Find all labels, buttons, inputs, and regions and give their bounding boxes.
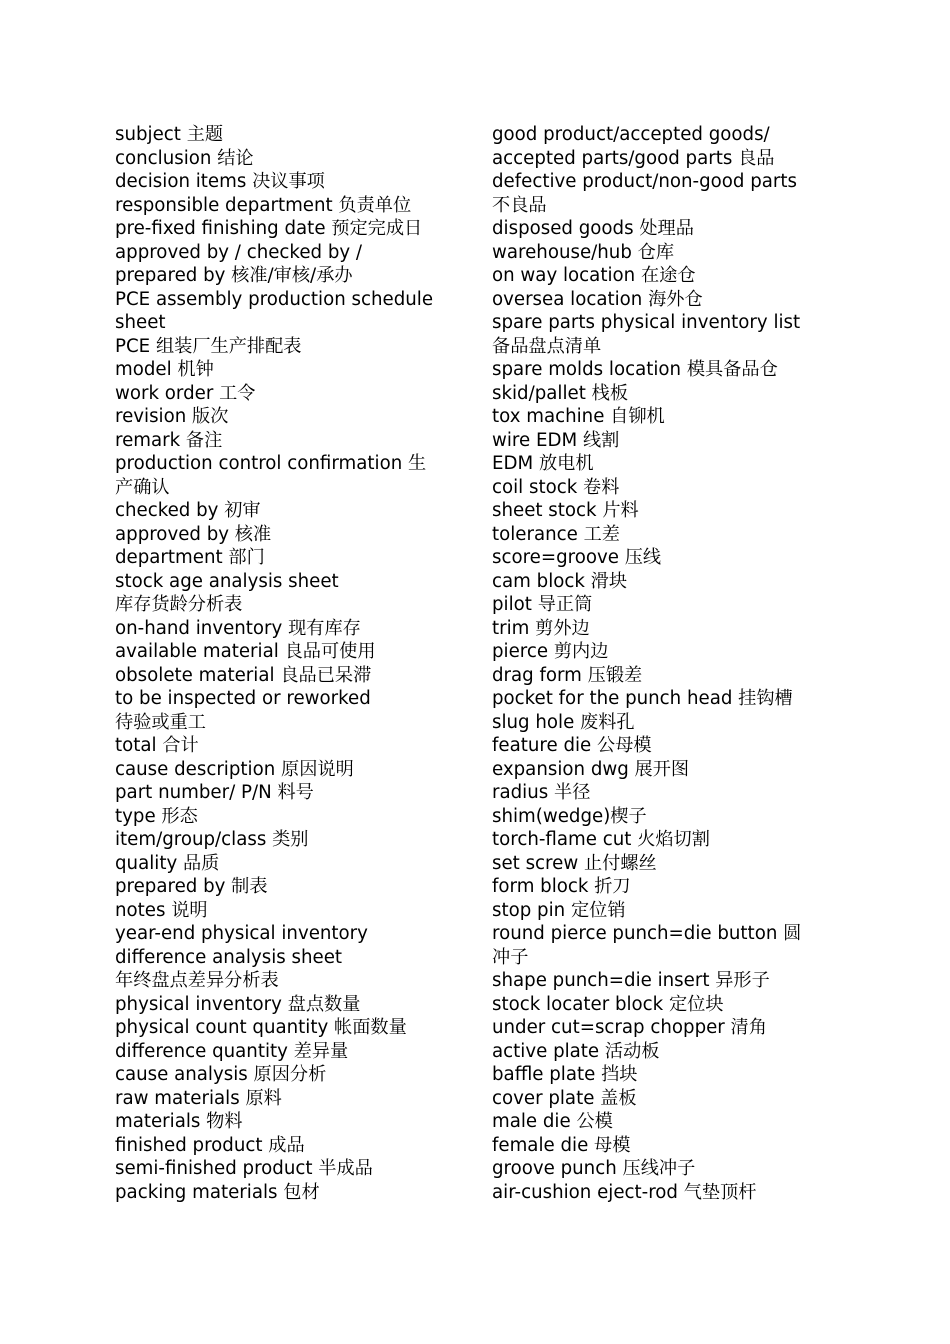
- glossary-entry: decision items 决议事项: [115, 171, 325, 192]
- glossary-entry: pierce 剪内边: [492, 641, 609, 662]
- glossary-entry: cause analysis 原因分析: [115, 1064, 327, 1085]
- glossary-entry: raw materials 原料: [115, 1087, 282, 1109]
- glossary-entry: form block 折刀: [492, 876, 631, 897]
- glossary-entry: set screw 止付螺丝: [492, 852, 657, 874]
- glossary-entry: conclusion 结论: [115, 147, 254, 169]
- glossary-entry: torch-flame cut 火焰切割: [492, 829, 710, 850]
- glossary-entry: available material 良品可使用: [115, 641, 376, 662]
- glossary-entry: obsolete material 良品已呆滞: [115, 664, 372, 686]
- glossary-entry: finished product 成品: [115, 1134, 305, 1156]
- glossary-entry: to be inspected or reworked 待验或重工: [115, 688, 371, 733]
- glossary-entry: department 部门: [115, 547, 265, 568]
- glossary-entry: total 合计: [115, 735, 199, 756]
- glossary-entry: notes 说明: [115, 899, 208, 921]
- glossary-entry: defective product/non-good parts 不良品: [492, 171, 797, 216]
- glossary-entry: feature die 公母模: [492, 735, 652, 756]
- glossary-entry: coil stock 卷料: [492, 476, 620, 498]
- glossary-entry: EDM 放电机: [492, 453, 594, 474]
- glossary-entry: on-hand inventory 现有库存: [115, 617, 361, 639]
- glossary-entry: warehouse/hub 仓库: [492, 241, 675, 263]
- glossary-entry: wire EDM 线割: [492, 429, 620, 451]
- glossary-entry: stop pin 定位销: [492, 899, 626, 921]
- glossary-entry: baffle plate 挡块: [492, 1064, 638, 1085]
- glossary-entry: groove punch 压线冲子: [492, 1158, 696, 1179]
- glossary-entry: spare parts physical inventory list 备品盘点清单: [492, 312, 801, 357]
- right-glossary-column: [492, 123, 832, 1204]
- glossary-entry: good product/accepted goods/ accepted parts/good parts 良品: [492, 124, 775, 169]
- glossary-entry: spare molds location 模具备品仓: [492, 359, 778, 380]
- glossary-entry: round pierce punch=die button 圆 冲子: [492, 923, 802, 968]
- glossary-entry: radius 半径: [492, 782, 591, 803]
- glossary-entry: work order 工令: [115, 382, 256, 404]
- glossary-entry: physical inventory 盘点数量: [115, 993, 361, 1015]
- glossary-entry: type 形态: [115, 805, 198, 827]
- left-glossary-column: [115, 123, 465, 1204]
- glossary-entry: pocket for the punch head 挂钩槽: [492, 688, 793, 709]
- glossary-entry: materials 物料: [115, 1111, 243, 1132]
- glossary-entry: packing materials 包材: [115, 1181, 320, 1203]
- glossary-entry: shape punch=die insert 异形子: [492, 970, 770, 991]
- glossary-entry: shim(wedge)楔子: [492, 805, 647, 827]
- glossary-entry: pre-fixed finishing date 预定完成日: [115, 218, 423, 239]
- glossary-entry: subject 主题: [115, 124, 224, 145]
- glossary-entry: drag form 压锻差: [492, 664, 643, 686]
- glossary-entry: skid/pallet 栈板: [492, 382, 629, 404]
- glossary-entry: expansion dwg 展开图: [492, 758, 690, 780]
- glossary-entry: sheet stock 片料: [492, 500, 639, 521]
- glossary-entry: female die 母模: [492, 1134, 631, 1156]
- glossary-entry: stock age analysis sheet 库存货龄分析表: [115, 570, 339, 615]
- glossary-entry: prepared by 制表: [115, 876, 268, 897]
- glossary-entry: model 机钟: [115, 359, 214, 380]
- glossary-entry: disposed goods 处理品: [492, 218, 694, 239]
- glossary-entry: responsible department 负责单位: [115, 194, 412, 216]
- glossary-entry: approved by / checked by / prepared by 核准/审核/承办: [115, 241, 363, 286]
- glossary-entry: cause description 原因说明: [115, 758, 354, 780]
- glossary-entry: score=groove 压线: [492, 547, 662, 568]
- glossary-entry: tolerance 工差: [492, 523, 620, 545]
- glossary-entry: quality 品质: [115, 852, 220, 874]
- glossary-entry: stock locater block 定位块: [492, 993, 724, 1015]
- glossary-entry: cam block 滑块: [492, 570, 628, 592]
- glossary-entry: item/group/class 类别: [115, 829, 309, 850]
- glossary-entry: oversea location 海外仓: [492, 288, 703, 310]
- glossary-entry: on way location 在途仓: [492, 265, 696, 286]
- glossary-entry: PCE 组装厂生产排配表: [115, 335, 302, 357]
- glossary-entry: difference quantity 差异量: [115, 1040, 349, 1062]
- glossary-entry: trim 剪外边: [492, 617, 590, 639]
- glossary-entry: checked by 初审: [115, 500, 261, 521]
- glossary-entry: semi-finished product 半成品: [115, 1158, 373, 1179]
- glossary-entry: cover plate 盖板: [492, 1087, 637, 1109]
- glossary-entry: remark 备注: [115, 429, 223, 451]
- glossary-entry: tox machine 自铆机: [492, 406, 665, 427]
- glossary-entry: part number/ P/N 料号: [115, 782, 314, 803]
- glossary-entry: slug hole 废料孔: [492, 711, 635, 733]
- glossary-entry: male die 公模: [492, 1111, 613, 1132]
- glossary-entry: pilot 导正筒: [492, 594, 593, 615]
- glossary-entry: air-cushion eject-rod 气垫顶杆: [492, 1181, 757, 1203]
- glossary-entry: under cut=scrap chopper 清角: [492, 1017, 767, 1038]
- glossary-entry: active plate 活动板: [492, 1040, 660, 1062]
- glossary-entry: production control confirmation 生 产确认: [115, 453, 427, 498]
- glossary-entry: year-end physical inventory difference analysis sheet 年终盘点差异分析表: [115, 923, 368, 991]
- glossary-entry: physical count quantity 帐面数量: [115, 1017, 407, 1038]
- glossary-entry: revision 版次: [115, 406, 229, 427]
- glossary-entry: approved by 核准: [115, 523, 272, 545]
- glossary-entry: PCE assembly production schedule sheet: [115, 288, 434, 333]
